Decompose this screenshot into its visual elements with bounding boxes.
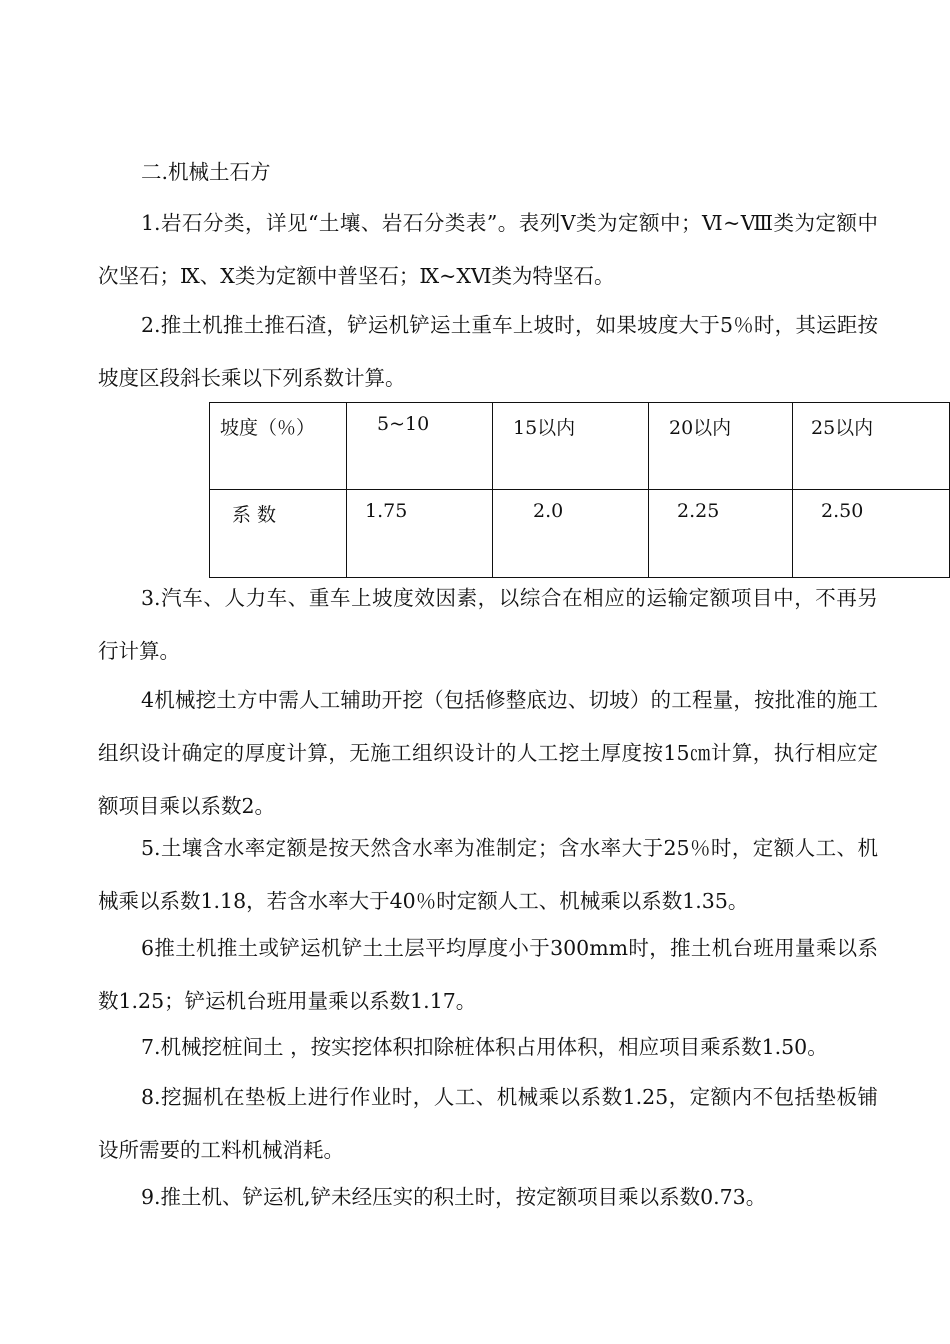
paragraph-7: 7.机械挖桩间土 ，按实挖体积扣除桩体积占用体积，相应项目乘系数1.50。 — [141, 1035, 828, 1059]
table-cell: 2.50 — [793, 490, 950, 578]
paragraph-8: 8.挖掘机在垫板上进行作业时，人工、机械乘以系数1.25，定额内不包括垫板铺设所需要的工料机械消耗。 — [98, 1085, 878, 1162]
paragraph-1: 1.岩石分类，详见“土壤、岩石分类表”。表列Ⅴ类为定额中；Ⅵ~Ⅷ类为定额中次坚石；Ⅸ、Ⅹ类为定额中普坚石；Ⅸ~ⅩⅥ类为特坚石。 — [98, 211, 878, 288]
table-cell: 1.75 — [347, 490, 493, 578]
paragraph-5: 5.土壤含水率定额是按天然含水率为准制定；含水率大于25％时，定额人工、机械乘以系数1.18，若含水率大于40％时定额人工、机械乘以系数1.35。 — [98, 836, 878, 913]
slope-coefficient-table — [209, 402, 950, 578]
table-cell: 2.0 — [493, 490, 649, 578]
table-row — [210, 490, 950, 578]
paragraph-9: 9.推土机、铲运机,铲未经压实的积土时，按定额项目乘以系数0.73。 — [141, 1185, 767, 1209]
paragraph-2: 2.推土机推土推石渣，铲运机铲运土重车上坡时，如果坡度大于5％时，其运距按坡度区段斜长乘以下列系数计算。 — [98, 313, 878, 390]
table-cell: 5~10 — [347, 403, 493, 490]
table-cell: 坡度（％） — [210, 403, 347, 490]
table-cell: 系 数 — [210, 490, 347, 578]
paragraph-6: 6推土机推土或铲运机铲土土层平均厚度小于300mm时，推土机台班用量乘以系数1.25；铲运机台班用量乘以系数1.17。 — [98, 936, 878, 1013]
table-cell: 20以内 — [649, 403, 793, 490]
paragraph-4: 4机械挖土方中需人工辅助开挖（包括修整底边、切坡）的工程量，按批准的施工组织设计确定的厚度计算，无施工组织设计的人工挖土厚度按15㎝计算，执行相应定额项目乘以系数2。 — [98, 688, 878, 818]
table-cell: 2.25 — [649, 490, 793, 578]
table-cell: 15以内 — [493, 403, 649, 490]
paragraph-3: 3.汽车、人力车、重车上坡度效因素，以综合在相应的运输定额项目中，不再另行计算。 — [98, 586, 878, 663]
section-heading: 二.机械土石方 — [141, 160, 271, 184]
table-cell: 25以内 — [793, 403, 950, 490]
table-row — [210, 403, 950, 490]
